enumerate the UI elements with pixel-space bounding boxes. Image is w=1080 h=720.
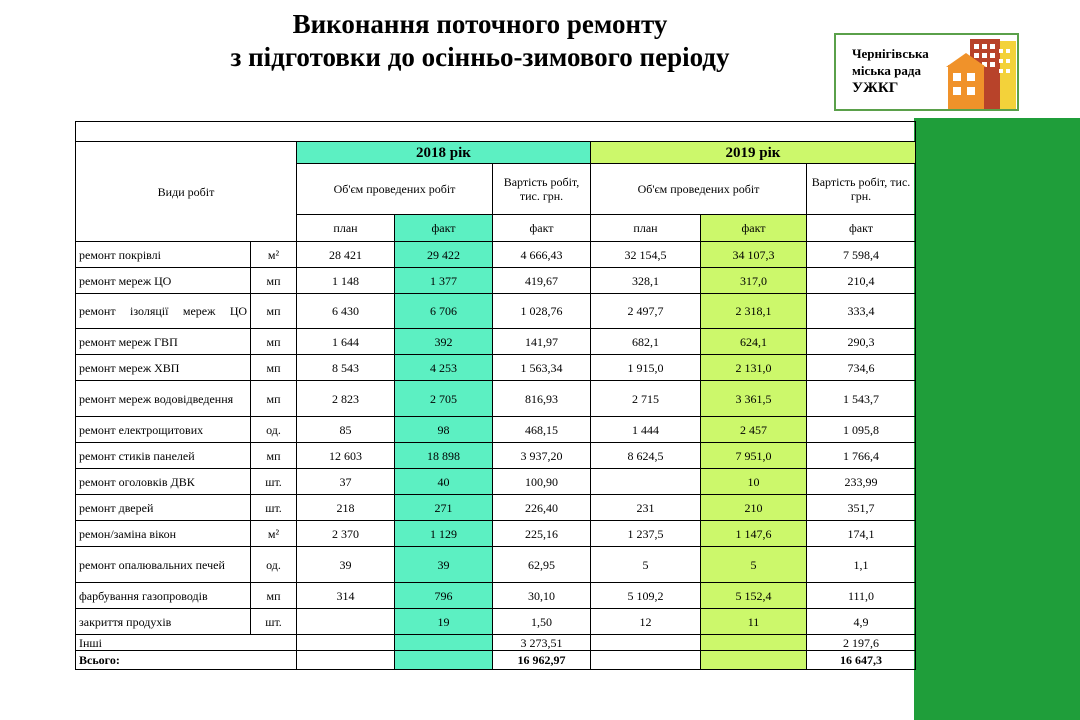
total-label: Всього: (76, 651, 297, 670)
table-row (76, 417, 916, 443)
total-row (76, 651, 916, 670)
plan-2018-cell: 314 (297, 583, 395, 609)
table-row (76, 547, 916, 583)
fact-2018-cell: 19 (395, 609, 493, 635)
title-line-2: з підготовки до осінньо-зимового періоду (230, 42, 730, 72)
cost-2018-cell: 419,67 (493, 268, 591, 294)
fact-2019-cell: 7 951,0 (701, 443, 807, 469)
plan-2018-cell: 6 430 (297, 294, 395, 329)
work-name-cell: закриття продухів (76, 609, 251, 635)
work-name-cell: ремонт ізоляції мереж ЦО (76, 294, 251, 329)
cost-2019-cell: 174,1 (807, 521, 916, 547)
table-row (76, 609, 916, 635)
other-fact-2019 (701, 635, 807, 651)
buildings-icon (940, 35, 1018, 109)
fact-2018-cell: 29 422 (395, 242, 493, 268)
unit-cell: шт. (251, 469, 297, 495)
cost-2018-cell: 1 028,76 (493, 294, 591, 329)
work-name-cell: фарбування газопроводів (76, 583, 251, 609)
cost-2019-cell: 4,9 (807, 609, 916, 635)
cost-2018-cell: 100,90 (493, 469, 591, 495)
work-name-cell: ремонт покрівлі (76, 242, 251, 268)
cost-fact-2019-header: факт (807, 215, 916, 242)
other-plan-2019 (591, 635, 701, 651)
table-body (76, 242, 916, 635)
plan-2018-cell: 37 (297, 469, 395, 495)
other-cost-2018: 3 273,51 (493, 635, 591, 651)
cost-2018-cell: 816,93 (493, 381, 591, 417)
cost-2019-cell: 351,7 (807, 495, 916, 521)
cost-2019-cell: 1 543,7 (807, 381, 916, 417)
cost-2018-cell: 1,50 (493, 609, 591, 635)
fact-2018-header: факт (395, 215, 493, 242)
table-row (76, 443, 916, 469)
plan-2018-cell: 8 543 (297, 355, 395, 381)
plan-2018-cell (297, 609, 395, 635)
total-cost-2019: 16 647,3 (807, 651, 916, 670)
plan-2018-cell: 12 603 (297, 443, 395, 469)
work-name-cell: ремонт опалювальних печей (76, 547, 251, 583)
fact-2019-cell: 3 361,5 (701, 381, 807, 417)
logo-line-1: Чернігівська (852, 46, 929, 61)
fact-2018-cell: 1 129 (395, 521, 493, 547)
cost-2018-cell: 4 666,43 (493, 242, 591, 268)
cost-2019-cell: 111,0 (807, 583, 916, 609)
unit-cell: м² (251, 521, 297, 547)
table-row (76, 355, 916, 381)
plan-2019-cell (591, 469, 701, 495)
plan-2019-cell: 12 (591, 609, 701, 635)
plan-2019-cell: 5 109,2 (591, 583, 701, 609)
year-2019-header: 2019 рік (591, 142, 916, 164)
cost-2019-cell: 7 598,4 (807, 242, 916, 268)
unit-cell: мп (251, 355, 297, 381)
fact-2018-cell: 4 253 (395, 355, 493, 381)
cost-2019-cell: 734,6 (807, 355, 916, 381)
work-types-header: Види робіт (76, 142, 297, 242)
plan-2018-cell: 39 (297, 547, 395, 583)
fact-2019-cell: 10 (701, 469, 807, 495)
fact-2019-cell: 5 152,4 (701, 583, 807, 609)
unit-cell: шт. (251, 495, 297, 521)
cost-2018-cell: 225,16 (493, 521, 591, 547)
unit-cell: шт. (251, 609, 297, 635)
cost-2019-header: Вартість робіт, тис. грн. (807, 164, 916, 215)
plan-2019-cell: 2 497,7 (591, 294, 701, 329)
plan-2019-header: план (591, 215, 701, 242)
table-row (76, 242, 916, 268)
cost-2019-cell: 290,3 (807, 329, 916, 355)
total-fact-2019 (701, 651, 807, 670)
plan-2018-cell: 85 (297, 417, 395, 443)
plan-2018-cell: 1 148 (297, 268, 395, 294)
logo-line-3: УЖКГ (852, 80, 899, 96)
plan-2018-cell: 2 370 (297, 521, 395, 547)
table-row (76, 521, 916, 547)
fact-2019-header: факт (701, 215, 807, 242)
plan-2018-cell: 2 823 (297, 381, 395, 417)
total-fact-2018 (395, 651, 493, 670)
plan-2019-cell: 682,1 (591, 329, 701, 355)
work-name-cell: ремонт мереж водовідведення (76, 381, 251, 417)
plan-2018-cell: 218 (297, 495, 395, 521)
spacer-cell (76, 122, 916, 142)
total-cost-2018: 16 962,97 (493, 651, 591, 670)
total-plan-2019 (591, 651, 701, 670)
total-plan-2018 (297, 651, 395, 670)
cost-2019-cell: 210,4 (807, 268, 916, 294)
cost-2018-cell: 3 937,20 (493, 443, 591, 469)
table-row (76, 268, 916, 294)
volume-2018-header: Об'єм проведених робіт (297, 164, 493, 215)
unit-cell: мп (251, 583, 297, 609)
plan-2019-cell: 231 (591, 495, 701, 521)
logo-text (852, 45, 929, 97)
year-2018-header: 2018 рік (297, 142, 591, 164)
table-row (76, 329, 916, 355)
unit-cell: мп (251, 268, 297, 294)
fact-2018-cell: 39 (395, 547, 493, 583)
cost-2018-cell: 30,10 (493, 583, 591, 609)
plan-2019-cell: 2 715 (591, 381, 701, 417)
cost-2018-cell: 62,95 (493, 547, 591, 583)
cost-2018-header: Вартість робіт, тис. грн. (493, 164, 591, 215)
repair-works-table (75, 121, 916, 670)
fact-2018-cell: 271 (395, 495, 493, 521)
plan-2019-cell: 1 444 (591, 417, 701, 443)
other-row (76, 635, 916, 651)
fact-2019-cell: 2 131,0 (701, 355, 807, 381)
fact-2019-cell: 624,1 (701, 329, 807, 355)
work-name-cell: ремонт електрощитових (76, 417, 251, 443)
cost-2019-cell: 333,4 (807, 294, 916, 329)
fact-2019-cell: 5 (701, 547, 807, 583)
plan-2019-cell: 8 624,5 (591, 443, 701, 469)
fact-2018-cell: 392 (395, 329, 493, 355)
cost-2019-cell: 233,99 (807, 469, 916, 495)
unit-cell: мп (251, 381, 297, 417)
plan-2019-cell: 5 (591, 547, 701, 583)
plan-2019-cell: 328,1 (591, 268, 701, 294)
table-row (76, 495, 916, 521)
plan-2018-cell: 28 421 (297, 242, 395, 268)
table-row (76, 294, 916, 329)
plan-2019-cell: 1 237,5 (591, 521, 701, 547)
table-row (76, 469, 916, 495)
fact-2019-cell: 2 457 (701, 417, 807, 443)
fact-2018-cell: 1 377 (395, 268, 493, 294)
header-year-row (76, 142, 916, 164)
cost-2019-cell: 1 766,4 (807, 443, 916, 469)
table-row (76, 381, 916, 417)
volume-2019-header: Об'єм проведених робіт (591, 164, 807, 215)
fact-2018-cell: 18 898 (395, 443, 493, 469)
cost-2018-cell: 226,40 (493, 495, 591, 521)
fact-2019-cell: 34 107,3 (701, 242, 807, 268)
fact-2019-cell: 2 318,1 (701, 294, 807, 329)
work-name-cell: ремонт мереж ХВП (76, 355, 251, 381)
fact-2019-cell: 210 (701, 495, 807, 521)
fact-2018-cell: 2 705 (395, 381, 493, 417)
other-label: Інші (76, 635, 297, 651)
fact-2019-cell: 317,0 (701, 268, 807, 294)
unit-cell: м² (251, 242, 297, 268)
fact-2018-cell: 40 (395, 469, 493, 495)
unit-cell: мп (251, 294, 297, 329)
unit-cell: мп (251, 443, 297, 469)
work-name-cell: ремонт мереж ГВП (76, 329, 251, 355)
fact-2019-cell: 1 147,6 (701, 521, 807, 547)
plan-2018-cell: 1 644 (297, 329, 395, 355)
cost-2018-cell: 141,97 (493, 329, 591, 355)
cost-2018-cell: 1 563,34 (493, 355, 591, 381)
unit-cell: од. (251, 417, 297, 443)
table-row (76, 583, 916, 609)
fact-2018-cell: 796 (395, 583, 493, 609)
unit-cell: од. (251, 547, 297, 583)
cost-2019-cell: 1,1 (807, 547, 916, 583)
plan-2018-header: план (297, 215, 395, 242)
logo-line-2: міська рада (852, 63, 921, 78)
work-name-cell: ремонт стиків панелей (76, 443, 251, 469)
work-name-cell: ремонт дверей (76, 495, 251, 521)
plan-2019-cell: 1 915,0 (591, 355, 701, 381)
cost-fact-2018-header: факт (493, 215, 591, 242)
work-name-cell: ремонт оголовків ДВК (76, 469, 251, 495)
page-title (170, 8, 790, 74)
other-plan-2018 (297, 635, 395, 651)
title-line-1: Виконання поточного ремонту (292, 9, 668, 39)
fact-2019-cell: 11 (701, 609, 807, 635)
fact-2018-cell: 98 (395, 417, 493, 443)
other-fact-2018 (395, 635, 493, 651)
plan-2019-cell: 32 154,5 (591, 242, 701, 268)
cost-2019-cell: 1 095,8 (807, 417, 916, 443)
other-cost-2019: 2 197,6 (807, 635, 916, 651)
work-name-cell: ремонт мереж ЦО (76, 268, 251, 294)
work-name-cell: ремон/заміна вікон (76, 521, 251, 547)
fact-2018-cell: 6 706 (395, 294, 493, 329)
unit-cell: мп (251, 329, 297, 355)
organization-logo (834, 33, 1019, 111)
cost-2018-cell: 468,15 (493, 417, 591, 443)
table-top-spacer-row (76, 122, 916, 142)
